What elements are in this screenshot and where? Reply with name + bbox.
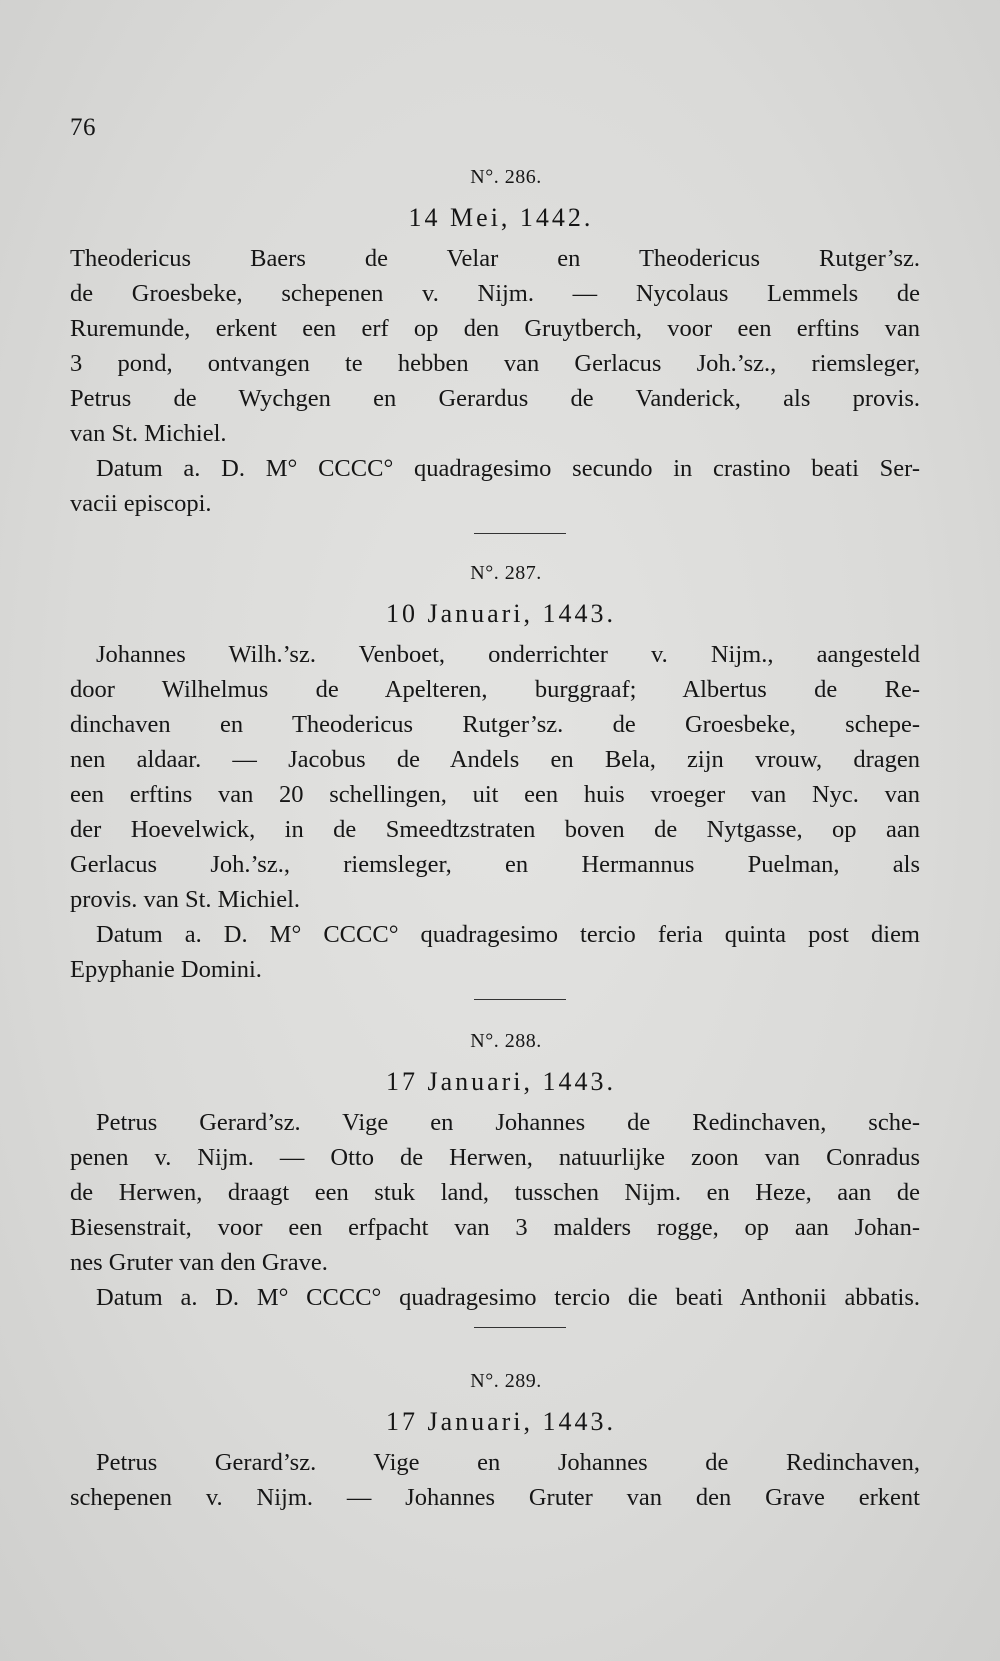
text-line: Epyphanie Domini. — [70, 956, 262, 983]
text-line: Gerlacus Joh.’sz., riemsleger, en Hermannus Puelman, als — [70, 851, 920, 878]
entry-number: N°. 288. — [470, 1030, 542, 1052]
entry-text — [70, 1105, 920, 1315]
text-line: provis. van St. Michiel. — [70, 886, 301, 913]
entry-text — [70, 241, 920, 521]
entry-289 — [70, 1370, 920, 1515]
text-line: 3 pond, ontvangen te hebben van Gerlacus Joh.’sz., riemsleger, — [70, 350, 920, 377]
text-line: Johannes Wilh.’sz. Venboet, onderrichter v. Nijm., aangesteld — [96, 641, 920, 668]
entry-text — [70, 1445, 920, 1515]
entry-number: N°. 289. — [470, 1370, 542, 1392]
section-divider — [474, 533, 566, 534]
text-line: Ruremunde, erkent een erf op den Gruytberch, voor een erftins van — [70, 315, 920, 342]
text-line: vacii episcopi. — [70, 490, 212, 517]
text-line: van St. Michiel. — [70, 420, 227, 447]
text-line: penen v. Nijm. — Otto de Herwen, natuurlijke zoon van Conradus — [70, 1144, 920, 1171]
entry-date: 14 Mei, 1442. — [408, 203, 594, 232]
entry-text — [70, 637, 920, 987]
section-divider — [474, 999, 566, 1000]
text-line: Datum a. D. M° CCCC° quadragesimo tercio feria quinta post diem — [96, 921, 920, 948]
entry-number: N°. 286. — [470, 166, 542, 188]
text-line: Datum a. D. M° CCCC° quadragesimo tercio die beati Anthonii abbatis. — [96, 1284, 920, 1311]
entry-date: 17 Januari, 1443. — [385, 1407, 617, 1436]
text-line: de Groesbeke, schepenen v. Nijm. — Nycolaus Lemmels de — [70, 280, 920, 307]
text-line: Petrus Gerard’sz. Vige en Johannes de Redinchaven, — [96, 1449, 920, 1476]
section-divider — [474, 1327, 566, 1328]
text-line: nes Gruter van den Grave. — [70, 1249, 328, 1276]
text-line: dinchaven en Theodericus Rutger’sz. de Groesbeke, schepe- — [70, 711, 920, 738]
text-line: nen aldaar. — Jacobus de Andels en Bela, zijn vrouw, dragen — [70, 746, 920, 773]
text-line: Datum a. D. M° CCCC° quadragesimo secundo in crastino beati Ser- — [96, 455, 920, 482]
entry-288 — [70, 1030, 920, 1328]
text-line: Petrus Gerard’sz. Vige en Johannes de Redinchaven, sche- — [96, 1109, 920, 1136]
entry-286 — [70, 166, 920, 534]
page-number: 76 — [70, 114, 96, 141]
text-line: der Hoevelwick, in de Smeedtzstraten boven de Nytgasse, op aan — [70, 816, 920, 843]
text-line: Biesenstrait, voor een erfpacht van 3 malders rogge, op aan Johan- — [70, 1214, 920, 1241]
text-line: Petrus de Wychgen en Gerardus de Vanderick, als provis. — [70, 385, 920, 412]
text-line: een erftins van 20 schellingen, uit een huis vroeger van Nyc. van — [70, 781, 920, 808]
text-line: Theodericus Baers de Velar en Theodericus Rutger’sz. — [70, 245, 920, 272]
text-line: de Herwen, draagt een stuk land, tusschen Nijm. en Heze, aan de — [70, 1179, 920, 1206]
text-line: schepenen v. Nijm. — Johannes Gruter van den Grave erkent — [70, 1484, 920, 1511]
entry-287 — [70, 562, 920, 1000]
entry-date: 17 Januari, 1443. — [385, 1067, 617, 1096]
entry-number: N°. 287. — [470, 562, 542, 584]
text-line: door Wilhelmus de Apelteren, burggraaf; Albertus de Re- — [70, 676, 920, 703]
entry-date: 10 Januari, 1443. — [385, 599, 617, 628]
